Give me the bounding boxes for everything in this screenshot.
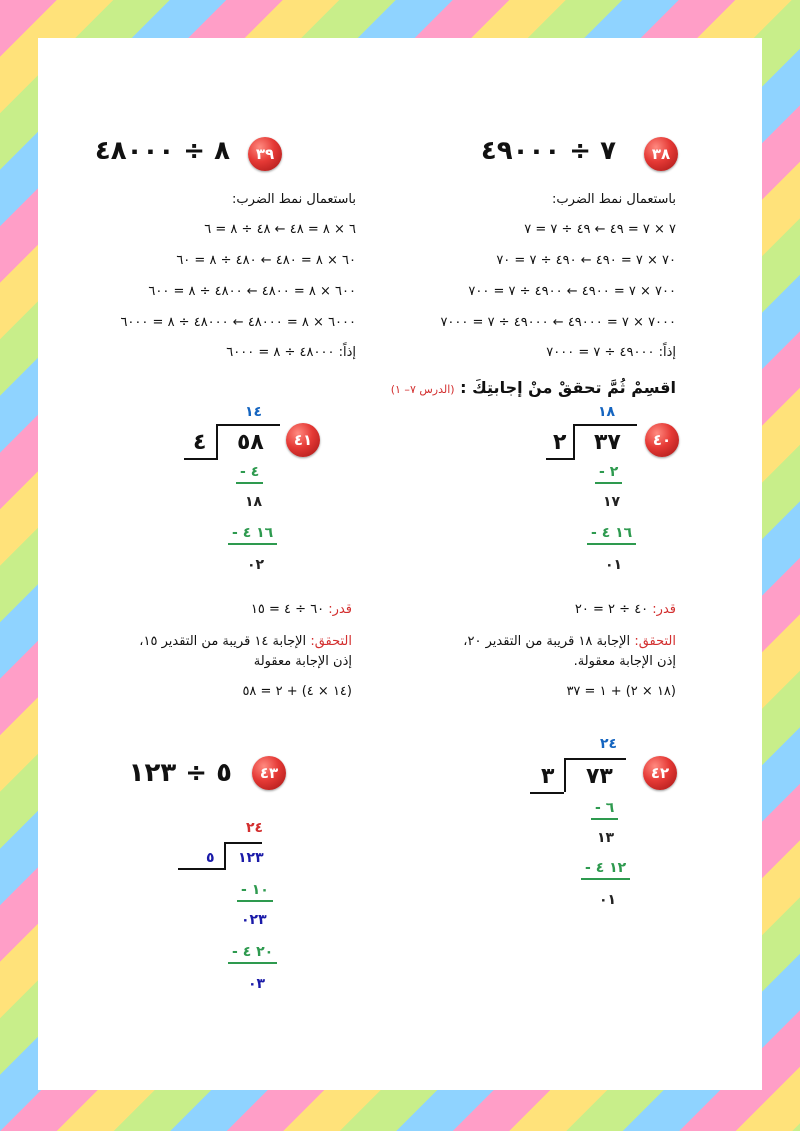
problem-39-row-3: ٦٠٠ × ٨ = ٤٨٠٠ ← ٤٨٠٠ ÷ ٨ = ٦٠٠	[148, 284, 356, 299]
problem-39-expression: ٨ ÷ ٤٨٠٠٠	[94, 136, 230, 166]
problem-41-estimate	[251, 602, 352, 617]
problem-43-divisor: ٥	[206, 850, 215, 866]
problem-40-estimate-value: ٤٠ ÷ ٢ = ٢٠	[574, 602, 649, 617]
problem-38-row-2: ٧٠ × ٧ = ٤٩٠ ← ٤٩٠ ÷ ٧ = ٧٠	[496, 253, 676, 268]
section-title	[391, 378, 676, 397]
problem-41-division-bracket	[216, 424, 218, 458]
problem-43-division-bracket	[224, 842, 226, 870]
problem-40-estimate	[575, 602, 676, 617]
problem-38-expression: ٧ ÷ ٤٩٠٠٠	[480, 136, 616, 166]
problem-40-step-3: ١٦ ٤ -	[587, 525, 636, 545]
problem-41-bracket-foot	[184, 458, 218, 460]
problem-42-step-2: ١٣	[597, 830, 615, 846]
problem-38-row-3: ٧٠٠ × ٧ = ٤٩٠٠ ← ٤٩٠٠ ÷ ٧ = ٧٠٠	[468, 284, 676, 299]
problem-40-division-bracket	[573, 424, 575, 458]
problem-41-divisor: ٤	[193, 430, 207, 455]
problem-39-badge: ٣٩	[248, 137, 282, 171]
problem-39-row-4: ٦٠٠٠ × ٨ = ٤٨٠٠٠ ← ٤٨٠٠٠ ÷ ٨ = ٦٠٠٠	[120, 315, 356, 330]
problem-43-step-3: ٢٠ ٤ -	[228, 944, 277, 964]
problem-40-check-text: الإجابة ١٨ قريبة من التقدير ٢٠،	[463, 634, 631, 649]
problem-41-step-4: ٠٢	[247, 557, 265, 573]
problem-43-step-1: ١٠ -	[237, 882, 273, 902]
problem-42-step-4: ٠١	[599, 892, 617, 908]
section-title-text: اقسِمْ ثُمَّ تحققْ منْ إجابتِكَ :	[460, 378, 676, 397]
problem-39-conclusion: إذاً: ٤٨٠٠٠ ÷ ٨ = ٦٠٠٠	[226, 345, 356, 360]
problem-42-badge: ٤٢	[643, 756, 677, 790]
problem-40-step-4: ٠١	[605, 557, 623, 573]
problem-41-check-2: إذن الإجابة معقولة	[253, 654, 352, 669]
problem-40-estimate-label: قدر:	[652, 602, 676, 617]
problem-40-quotient: ١٨	[598, 404, 616, 420]
problem-39-row-1: ٦ × ٨ = ٤٨ ← ٤٨ ÷ ٨ = ٦	[204, 222, 356, 237]
problem-43-badge: ٤٣	[252, 756, 286, 790]
problem-40-step-1: ٢ -	[595, 464, 622, 484]
problem-40-step-2: ١٧	[603, 494, 621, 510]
problem-38-badge: ٣٨	[644, 137, 678, 171]
problem-41-step-3: ١٦ ٤ -	[228, 525, 277, 545]
problem-39-intro: باستعمال نمط الضرب:	[232, 192, 356, 207]
lesson-reference: (الدرس ٧– ١)	[390, 383, 455, 396]
problem-40-check-label: التحقق:	[634, 634, 676, 649]
problem-40-check-2: إذن الإجابة معقولة.	[573, 654, 676, 669]
problem-41-estimate-label: قدر:	[328, 602, 352, 617]
problem-40-verify: (١٨ × ٢) + ١ = ٣٧	[566, 684, 676, 699]
problem-41-check-label: التحقق:	[310, 634, 352, 649]
problem-42-step-1: ٦ -	[591, 800, 618, 820]
problem-42-step-3: ١٢ ٤ -	[581, 860, 630, 880]
problem-41-quotient: ١٤	[245, 404, 263, 420]
problem-42-quotient: ٢٤	[600, 736, 618, 752]
problem-43-division-bar	[226, 842, 262, 844]
problem-43-bracket-foot	[178, 868, 224, 870]
problem-41-division-bar	[218, 424, 280, 426]
problem-41-verify: (١٤ × ٤) + ٢ = ٥٨	[242, 684, 352, 699]
problem-41-check	[139, 634, 352, 649]
problem-43-step-2: ٠٢٣	[241, 912, 267, 928]
problem-43-step-4: ٠٣	[248, 976, 266, 992]
problem-41-dividend: ٥٨	[237, 430, 264, 455]
problem-41-badge: ٤١	[286, 423, 320, 457]
worksheet-page	[38, 38, 762, 1090]
problem-42-dividend: ٧٣	[586, 764, 613, 789]
problem-42-bracket-foot	[530, 792, 564, 794]
problem-40-dividend: ٣٧	[594, 430, 621, 455]
problem-38-row-1: ٧ × ٧ = ٤٩ ← ٤٩ ÷ ٧ = ٧	[524, 222, 676, 237]
problem-40-badge: ٤٠	[645, 423, 679, 457]
problem-38-conclusion: إذاً: ٤٩٠٠٠ ÷ ٧ = ٧٠٠٠	[546, 345, 676, 360]
problem-41-check-text: الإجابة ١٤ قريبة من التقدير ١٥،	[139, 634, 307, 649]
problem-40-check	[463, 634, 676, 649]
problem-42-divisor: ٣	[541, 764, 555, 789]
problem-40-division-bar	[575, 424, 637, 426]
problem-38-intro: باستعمال نمط الضرب:	[552, 192, 676, 207]
problem-40-divisor: ٢	[553, 430, 567, 455]
problem-40-bracket-foot	[546, 458, 575, 460]
problem-43-quotient: ٢٤	[246, 820, 264, 836]
problem-42-division-bracket	[564, 758, 566, 792]
problem-42-division-bar	[566, 758, 626, 760]
problem-41-step-1: ٤ -	[236, 464, 263, 484]
problem-38-row-4: ٧٠٠٠ × ٧ = ٤٩٠٠٠ ← ٤٩٠٠٠ ÷ ٧ = ٧٠٠٠	[440, 315, 676, 330]
problem-43-dividend: ١٢٣	[238, 850, 264, 866]
problem-41-estimate-value: ٦٠ ÷ ٤ = ١٥	[250, 602, 325, 617]
problem-41-step-2: ١٨	[245, 494, 263, 510]
problem-39-row-2: ٦٠ × ٨ = ٤٨٠ ← ٤٨٠ ÷ ٨ = ٦٠	[176, 253, 356, 268]
problem-43-expression: ٥ ÷ ١٢٣	[128, 758, 232, 788]
